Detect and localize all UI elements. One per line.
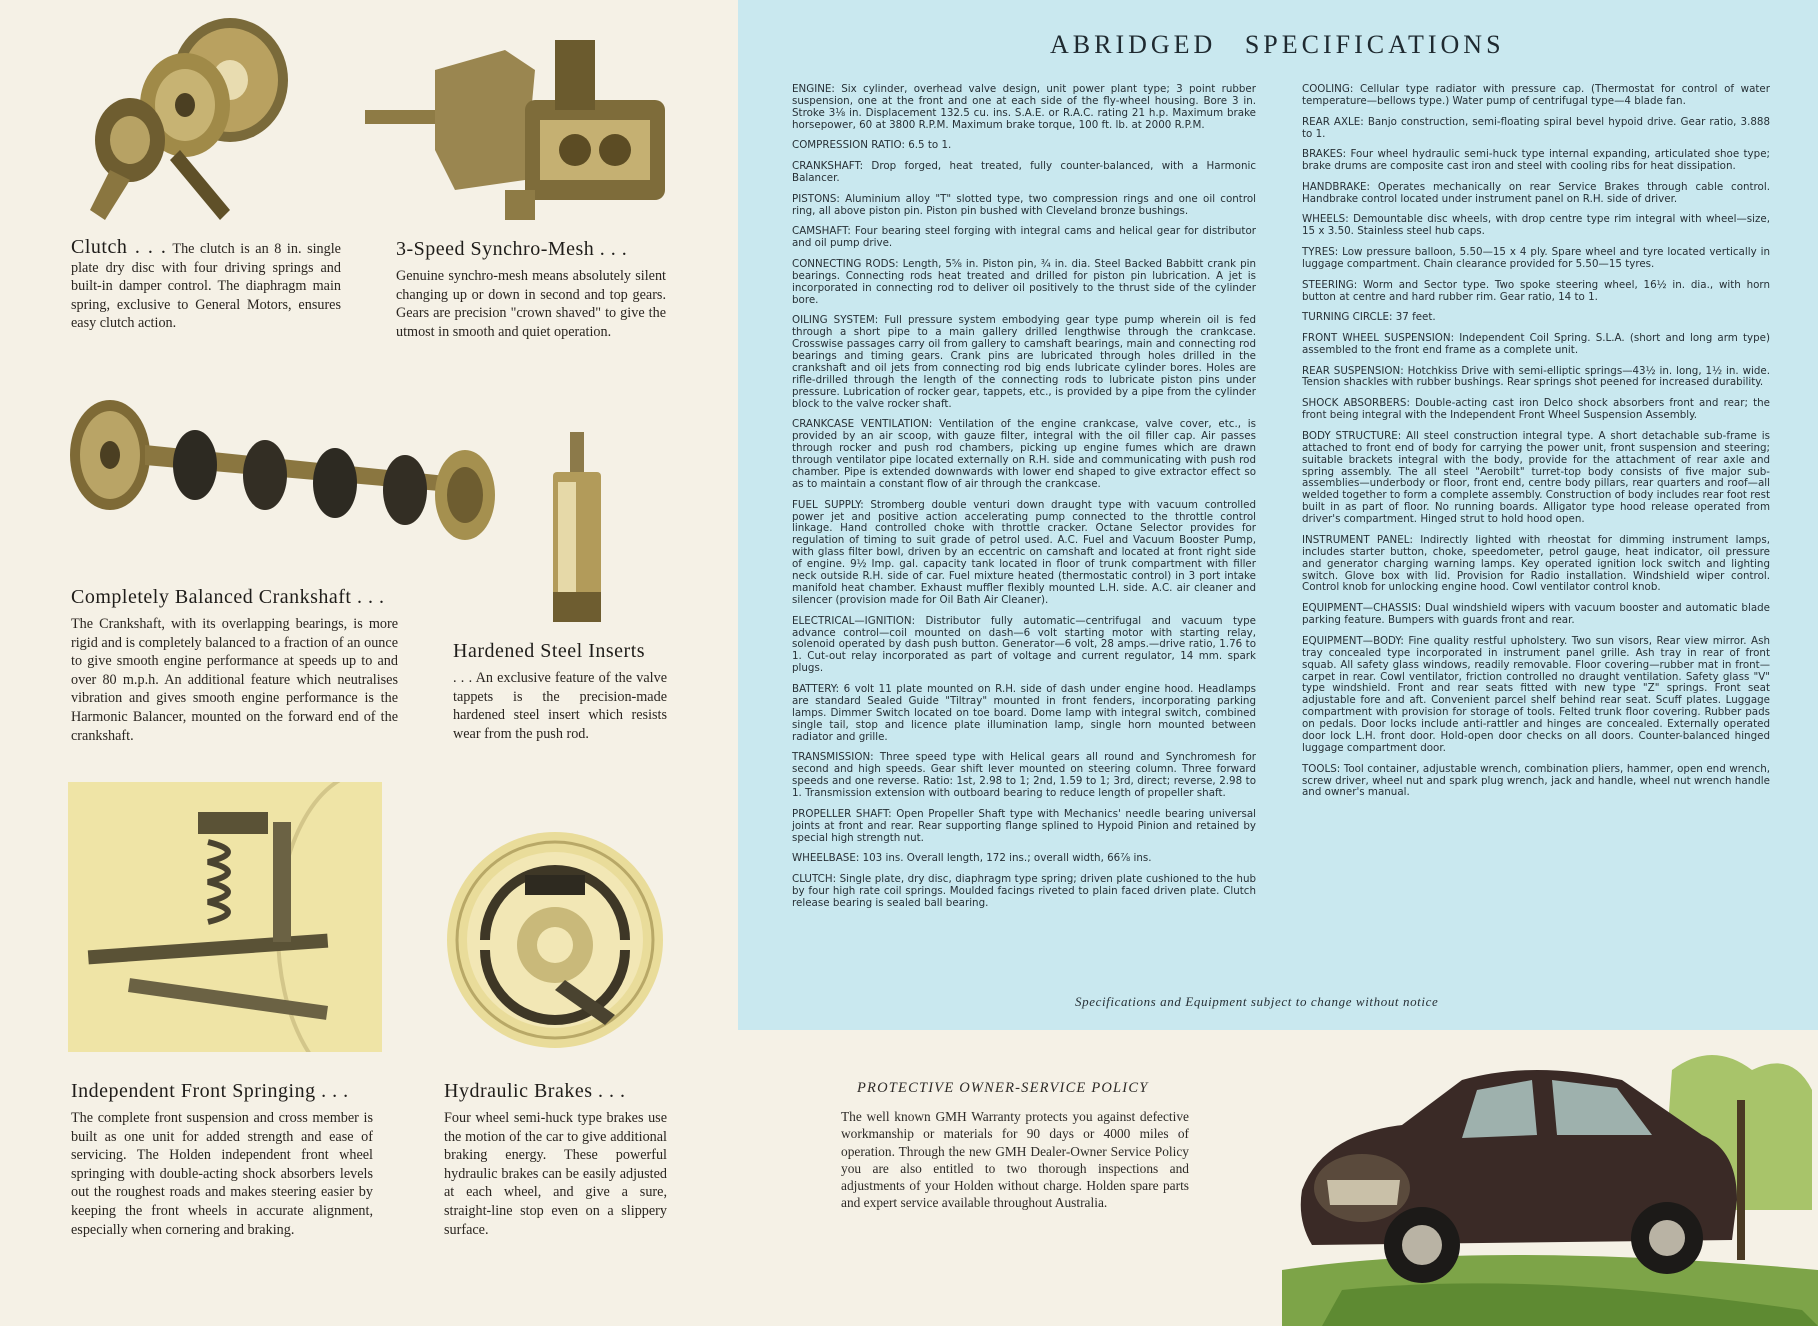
spec-text: Stromberg double venturi down draught type with vacuum controlled power jet and positive action accelerating pump connected to the throttle control linkage. Hand controlled choke with throttle cracker. Octane Selector provides for regulation of timing to suit grade of petrol used. A.C. Fuel and Vacuum Booster Pump, with glass filter bowl, driven by an eccentric on camshaft and located at front right side of engine. 9½ Imp. gal. capacity tank located in floor of trunk compartment with filler neck outside R.H. side of car. Fuel mixture heated (thermostatic control) in 3 port intake manifold heat chamber. Exhaust muffler flexibly mounted L.H. side. A.C. air cleaner and silencer (provision made for Oil Bath Air Cleaner). bbox=[792, 498, 1257, 606]
spec-text: Aluminium alloy "T" slotted type, two compression rings and one oil control ring, all above piston pin. Piston pin bushed with Cleveland bronze bushings. bbox=[792, 192, 1256, 217]
spec-text: Demountable disc wheels, with drop centre type rim integral with wheel—size, 15 x 3.50. Stainless steel hub caps. bbox=[1302, 213, 1771, 238]
feature-text: The complete front suspension and cross member is built as one unit for added strength and ease of servicing. The Holden independent front wheel springing with double-acting shock absorbers levels out the roughest roads and makes steering easier by keeping the front wheels in accurate alignment, especially when cornering and braking. bbox=[71, 1110, 373, 1238]
feature-springing bbox=[71, 1080, 373, 1239]
spec-item bbox=[1302, 84, 1770, 108]
spec-item bbox=[792, 874, 1256, 910]
spec-text: Distributor fully automatic—centrifugal and vacuum type advance control—coil mounted on dash—6 volt starting motor with starting relay, solenoid operated by dash push button. Generator—6 volt, 28 amps.—drive ratio, 1.76 to 1. Cut-out relay incorporated as part of voltage and current regulator, 14 mm. spark plugs. bbox=[792, 614, 1256, 675]
feature-brakes bbox=[444, 1080, 667, 1239]
spec-title: ABRIDGED SPECIFICATIONS bbox=[1050, 30, 1505, 59]
spec-text: Three speed type with Helical gears all round and Synchromesh for second and high speeds. Gear shift lever mounted on steering column. Three forward speeds and one reverse. Ratio: 1st, 2.98 to 1; 2nd, 1.59 to 1; 3rd, direct; reverse, 2.98 to 1. Transmission extension with outboard bearing to reduce length of propeller shaft. bbox=[792, 751, 1256, 799]
spec-column-right bbox=[1302, 84, 1770, 808]
spec-label: TOOLS: bbox=[1302, 762, 1344, 775]
spec-label: CRANKSHAFT: bbox=[792, 160, 872, 173]
tappet-illustration bbox=[548, 432, 608, 632]
feature-text: The Crankshaft, with its overlapping bearings, is more rigid and is completely balanced to a fraction of an ounce to give smooth engine performance at speeds up to and over 80 m.p.h. An additional feature which neutralises vibration and gives smooth engine performance is the Harmonic Balancer, mounted on the forward end of the crankshaft. bbox=[71, 616, 398, 744]
spec-footnote: Specifications and Equipment subject to change without notice bbox=[1075, 994, 1439, 1009]
spec-label: ENGINE: bbox=[792, 83, 842, 95]
feature-title: Clutch . . . bbox=[71, 236, 167, 258]
spec-item bbox=[1302, 764, 1770, 800]
feature-synchromesh bbox=[396, 238, 666, 341]
spec-text: 37 feet. bbox=[1395, 311, 1436, 324]
feature-inserts bbox=[453, 640, 667, 743]
spec-label: EQUIPMENT—CHASSIS: bbox=[1302, 602, 1425, 615]
spec-label: WHEELS: bbox=[1302, 213, 1354, 226]
feature-title: Independent Front Springing . . . bbox=[71, 1080, 349, 1102]
spec-text: 6.5 to 1. bbox=[908, 139, 952, 152]
spec-item bbox=[792, 809, 1256, 845]
spec-text: 6 volt 11 plate mounted on R.H. side of dash under engine hood. Headlamps are standard Sealed Guide "Tiltray" mounted in front fenders, incorporating parking lamps. Dimmer Switch located on toe board. Dome lamp with integral switch, combined single tail, stop and licence plate illumination lamp, single horn mounted between radiator and grille. bbox=[792, 682, 1256, 743]
feature-text: The clutch is an 8 in. single plate dry disc with four driving springs and built-in damper control. The diaphragm main spring, exclusive to General Motors, ensures easy clutch action. bbox=[71, 241, 341, 332]
spec-item bbox=[1302, 214, 1770, 238]
spec-item bbox=[792, 161, 1256, 185]
suspension-illustration bbox=[68, 782, 382, 1052]
spec-item bbox=[792, 226, 1256, 250]
spec-text: Four wheel hydraulic semi-huck type internal expanding, articulated shoe type; brake drums are composite cast iron and steel with cooling ribs for heat dissipation. bbox=[1302, 148, 1770, 173]
brake-drum-illustration bbox=[445, 830, 665, 1050]
spec-text: Open Propeller Shaft type with Mechanics' needle bearing universal joints at front and rear. Rear supporting flange splined to Hypoid Pinion and retained by special high strength nut. bbox=[792, 807, 1256, 844]
spec-text: All steel construction integral type. A short detachable sub-frame is attached to front end of body for carrying the power unit, front suspension and steering; suitable brackets integral with the body, provide for the attachment of rear axle and spring assembly. The all steel "Aerobilt" turret-top body consists of five major sub-assemblies—underbody or floor, front end, centre body pillars, rear quarters and roof—all welded together to form a complete assembly. Construction of body includes rear foot rest built in as part of floor. No running boards. Alligator type hood release operated from driver's compartment. Hinged strut to hold hood open. bbox=[1302, 429, 1770, 526]
spec-item bbox=[1302, 636, 1770, 755]
policy-text: The well known GMH Warranty protects you against defective workmanship or materials for 90 days or 4000 miles of operation. Through the new GMH Dealer-Owner Service Policy you are also entitled to two thorough inspections and adjustments of your Holden without charge. Holden spare parts and expert service available throughout Australia. bbox=[841, 1109, 1189, 1211]
feature-clutch bbox=[71, 238, 341, 333]
crankshaft-illustration bbox=[65, 395, 525, 560]
spec-label: PROPELLER SHAFT: bbox=[792, 807, 897, 820]
spec-label: SHOCK ABSORBERS: bbox=[1302, 397, 1416, 410]
spec-item bbox=[1302, 603, 1770, 627]
spec-item bbox=[1302, 280, 1770, 304]
spec-label: TRANSMISSION: bbox=[792, 751, 880, 764]
spec-label: COMPRESSION RATIO: bbox=[792, 139, 909, 152]
spec-text: Single plate, dry disc, diaphragm type spring; driven plate cushioned to the hub by four high rate coil springs. Moulded facings riveted to plain faced driven plate. Clutch release bearing is sealed ball bearing. bbox=[792, 872, 1257, 909]
spec-text: Dual windshield wipers with vacuum booster and automatic blade parking feature. Bumpers with guards front and rear. bbox=[1302, 602, 1770, 627]
spec-text: Drop forged, heat treated, fully counter-balanced, with a Harmonic Balancer. bbox=[792, 160, 1256, 185]
feature-crankshaft bbox=[71, 586, 398, 745]
spec-item bbox=[1302, 535, 1770, 595]
spec-item bbox=[792, 84, 1256, 132]
feature-title: Hardened Steel Inserts bbox=[453, 640, 646, 662]
spec-label: BRAKES: bbox=[1302, 148, 1351, 161]
clutch-illustration bbox=[70, 10, 300, 235]
spec-label: CAMSHAFT: bbox=[792, 225, 855, 238]
spec-text: Length, 5⅝ in. Piston pin, ¾ in. dia. Steel Backed Babbitt crank pin bearings. Connecting rods heat treated and drilled for piston pin lubrication. A jet is incorporated in connecting rod to deliver oil positively to the thrust side of the cylinder bore. bbox=[792, 257, 1256, 306]
spec-text: Four bearing steel forging with integral cams and helical gear for distributor and oil pump drive. bbox=[792, 225, 1256, 250]
spec-label: FRONT WHEEL SUSPENSION: bbox=[1302, 331, 1460, 344]
spec-label: PISTONS: bbox=[792, 192, 846, 205]
spec-text: Independent Coil Spring. S.L.A. (short and long arm type) assembled to the front end frame as a complete unit. bbox=[1302, 331, 1770, 356]
spec-label: BATTERY: bbox=[792, 682, 844, 695]
spec-text: Tool container, adjustable wrench, combination pliers, hammer, open end wrench, screw driver, wheel nut and spark plug wrench, jack and handle, wheel nut wrench handle and owner's manual. bbox=[1302, 762, 1771, 799]
spec-label: EQUIPMENT—BODY: bbox=[1302, 634, 1409, 647]
feature-title: Hydraulic Brakes . . . bbox=[444, 1080, 626, 1102]
spec-text: Double-acting cast iron Delco shock absorbers front and rear; the front being integral with the Independent Front Wheel Suspension Assembly. bbox=[1302, 397, 1770, 422]
spec-text: Cellular type radiator with pressure cap. (Thermostat for control of water temperature—bellows type.) Water pump of centrifugal type—4 blade fan. bbox=[1302, 83, 1770, 107]
feature-title: Completely Balanced Crankshaft . . . bbox=[71, 586, 385, 608]
spec-label: REAR AXLE: bbox=[1302, 115, 1368, 128]
spec-item bbox=[1302, 247, 1770, 271]
feature-text: . . . An exclusive feature of the valve tappets is the precision-made hardened steel insert which resists wear from the push rod. bbox=[453, 670, 667, 742]
spec-label: COOLING: bbox=[1302, 83, 1360, 95]
gearbox-illustration bbox=[365, 30, 675, 230]
spec-label: INSTRUMENT PANEL: bbox=[1302, 533, 1421, 546]
spec-text: Hotchkiss Drive with semi-elliptic springs—43½ in. long, 1½ in. wide. Tension shackles with rubber bushings. Rear springs shot peened for increased durability. bbox=[1302, 364, 1770, 389]
spec-text: Full pressure system embodying gear type pump wherein oil is fed through a short pipe to a main gallery drilled lengthwise through the crankcase. Crosswise passages carry oil from gallery to camshaft bearings, main and connecting rod bearings and timing gears. Crank pins are lubricated through holes drilled in the crankshaft and oil jets from connecting rod big ends lubricate cylinder bores. Holes are rifle-drilled through the length of the connecting rods to lubricate piston pins under pressure. Lubrication of rocker gear, tappets, etc., is provided by a pipe from the cylinder block to the valve rocker shaft. bbox=[792, 314, 1256, 410]
spec-label: TYRES: bbox=[1302, 246, 1343, 259]
spec-text: Ventilation of the engine crankcase, valve cover, etc., is provided by an air scoop, with gauze filter, integral with the oil filler cap. Air passes through rocker and push rod chambers, picking up engine fumes which are drawn through ventilator pipe located externally on R.H. side and communicating with push rod chamber. Pipe is extended downwards with lower end shaped to give extractor effect so as to maintain a constant flow of air through the crankcase. bbox=[792, 418, 1256, 490]
spec-item bbox=[792, 853, 1256, 865]
spec-label: OILING SYSTEM: bbox=[792, 314, 885, 327]
spec-item bbox=[1302, 366, 1770, 390]
spec-item bbox=[792, 616, 1256, 676]
spec-item bbox=[1302, 333, 1770, 357]
spec-item bbox=[792, 259, 1256, 307]
spec-text: Six cylinder, overhead valve design, unit power plant type; 3 point rubber suspension, one at the front and one at each side of the fly-wheel housing. Bore 3 in. Stroke 3⅛ in. Displacement 132.5 cu. ins. S.A.E. or R.A.C. rating 21 h.p. Maximum brake horsepower, 60 at 3800 R.P.M. Maximum brake torque, 100 ft. lb. at 2000 R.P.M. bbox=[792, 83, 1256, 131]
spec-text: Low pressure balloon, 5.50—15 x 4 ply. Spare wheel and tyre located vertically in luggage compartment. Chain clearance provided for 5.50—15 tyres. bbox=[1302, 246, 1770, 270]
feature-text: Genuine synchro-mesh means absolutely silent changing up or down in second and top gears. Gears are precision "crown shaved" to give the utmost in smooth and quiet operation. bbox=[396, 268, 666, 340]
spec-label: REAR SUSPENSION: bbox=[1302, 364, 1408, 377]
spec-text: Worm and Sector type. Two spoke steering wheel, 16½ in. dia., with horn button at centre and hard rubber rim. Gear ratio, 14 to 1. bbox=[1302, 278, 1770, 303]
spec-label: CONNECTING RODS: bbox=[792, 257, 903, 270]
spec-item bbox=[1302, 149, 1770, 173]
spec-column-left bbox=[792, 84, 1256, 918]
spec-item bbox=[792, 500, 1256, 607]
spec-label: BODY STRUCTURE: bbox=[1302, 429, 1407, 442]
spec-label: FUEL SUPPLY: bbox=[792, 498, 871, 511]
spec-item bbox=[792, 752, 1256, 800]
policy-title: PROTECTIVE OWNER-SERVICE POLICY bbox=[857, 1080, 1149, 1096]
spec-label: TURNING CIRCLE: bbox=[1302, 311, 1396, 324]
spec-text: 103 ins. Overall length, 172 ins.; overall width, 66⅞ ins. bbox=[862, 852, 1152, 865]
holden-car-illustration bbox=[1282, 1040, 1818, 1326]
spec-text: Indirectly lighted with rheostat for dimming instrument lamps, includes starter button, choke, speedometer, petrol gauge, heat indicator, oil pressure and generator charging warning lamps. Key operated ignition lock switch and lighting switch. Glove box with lid. Provision for Radio installation. Windshield wiper control. Control knob for unlocking engine hood. Cowl ventilator control knob. bbox=[1302, 533, 1770, 594]
spec-item bbox=[792, 315, 1256, 410]
spec-item bbox=[1302, 431, 1770, 526]
spec-item bbox=[1302, 182, 1770, 206]
spec-item bbox=[1302, 117, 1770, 141]
spec-item bbox=[1302, 398, 1770, 422]
spec-label: CLUTCH: bbox=[792, 872, 840, 885]
spec-item bbox=[792, 140, 1256, 152]
spec-item bbox=[792, 194, 1256, 218]
spec-item bbox=[792, 419, 1256, 490]
spec-label: HANDBRAKE: bbox=[1302, 180, 1378, 193]
spec-item bbox=[1302, 312, 1770, 324]
spec-text: Fine quality restful upholstery. Two sun visors, Rear view mirror. Ash tray concealed type incorporated in instrument panel grille. Ash tray in rear of front squab. All safety glass windows, readily removable. Floor covering—rubber mat in front—carpet in rear. Cowl ventilator, friction controlled no draught ventilation. Safety glass "V" type windshield. Front and rear seats fitted with new type "Z" springs. Front seat adjustable fore and aft. Convenient parcel shelf behind rear seat. Scuff plates. Luggage compartment with provision for storage of tools. Felted trunk floor covering. Rubber pads on pedals. Door locks include anti-rattler and hinges are concealed. Externally operated door lock L.H. front door. Hold-open door checks on all doors. Counter-balanced hinged luggage compartment door. bbox=[1302, 634, 1770, 754]
spec-item bbox=[792, 684, 1256, 744]
feature-title: 3-Speed Synchro-Mesh . . . bbox=[396, 238, 628, 260]
spec-label: ELECTRICAL—IGNITION: bbox=[792, 614, 926, 627]
spec-text: Operates mechanically on rear Service Brakes through cable control. Handbrake control located under instrument panel on R.H. side of driver. bbox=[1302, 180, 1770, 205]
spec-text: Banjo construction, semi-floating spiral bevel hypoid drive. Gear ratio, 3.888 to 1. bbox=[1302, 115, 1770, 140]
spec-label: STEERING: bbox=[1302, 278, 1363, 291]
spec-label: WHEELBASE: bbox=[792, 852, 863, 865]
spec-label: CRANKCASE VENTILATION: bbox=[792, 418, 940, 431]
feature-text: Four wheel semi-huck type brakes use the motion of the car to give additional braking energy. These powerful hydraulic brakes can be easily adjusted at each wheel, and give a sure, straight-line stop even on a slippery surface. bbox=[444, 1110, 667, 1238]
